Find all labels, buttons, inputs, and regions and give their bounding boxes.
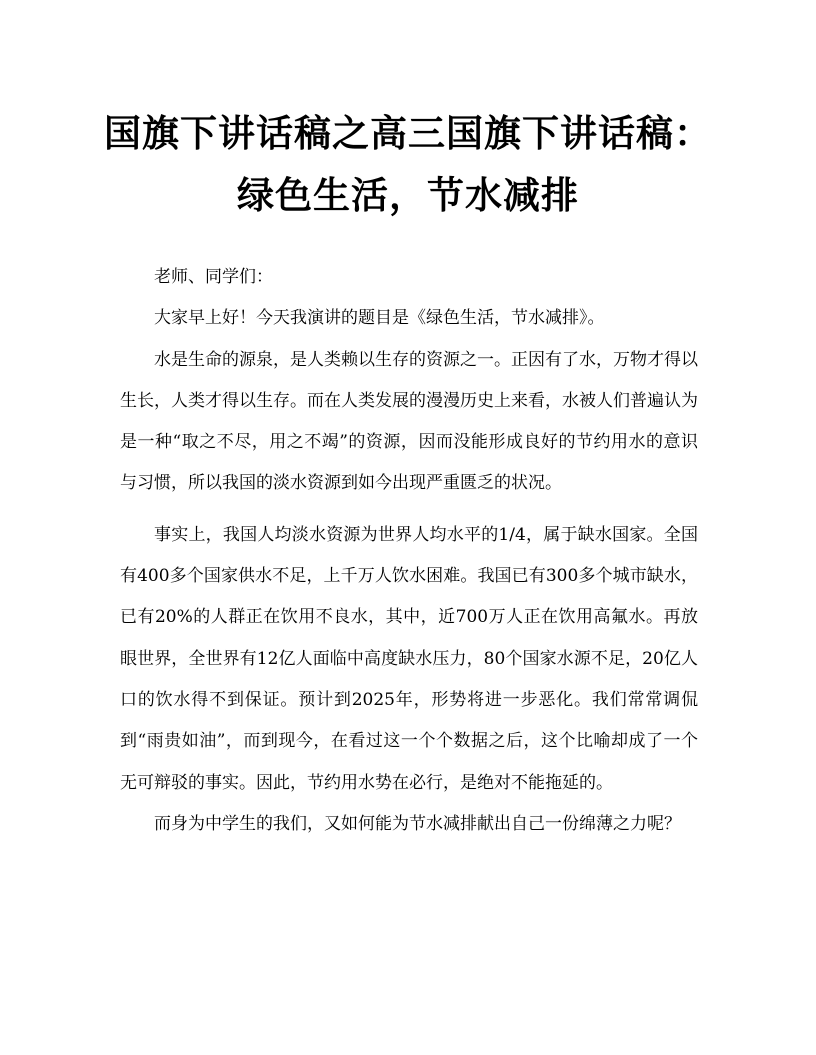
statistics-paragraph: 事实上，我国人均淡水资源为世界人均水平的1/4，属于缺水国家。全国有400多个国家供水不足，上千万人饮水困难。我国已有300多个城市缺水，已有20%的人群正在饮用不良水，其中，近700万人正在饮用高氟水。再放眼世界，全世界有12亿人面临中高度缺水压力，80个国家水源不足，20亿人口的饮水得不到保证。预计到2025年，形势将进一步恶化。我们常常调侃到“雨贵如油”，而到现今，在看过这一个个数据之后，这个比喻却成了一个无可辩驳的事实。因此，节约用水势在必行，是绝对不能拖延的。 bbox=[120, 524, 698, 793]
greeting-paragraph: 老师、同学们： bbox=[154, 267, 273, 287]
document-title: 国旗下讲话稿之高三国旗下讲话稿：绿色生活，节水减排 bbox=[104, 111, 712, 217]
question-paragraph: 而身为中学生的我们，又如何能为节水减排献出自己一份绵薄之力呢？ bbox=[154, 813, 681, 834]
water-source-paragraph: 水是生命的源泉，是人类赖以生存的资源之一。正因有了水，万物才得以生长，人类才得以生存。而在人类发展的漫漫历史上来看，水被人们普遍认为是一种“取之不尽，用之不竭”的资源，因而没能形成良好的节约用水的意识与习惯，所以我国的淡水资源到如今出现严重匮乏的状况。 bbox=[120, 349, 698, 494]
paragraph-spacer bbox=[120, 505, 698, 515]
opening-paragraph: 大家早上好！今天我演讲的题目是《绿色生活，节水减排》。 bbox=[154, 308, 605, 329]
document-body bbox=[120, 257, 698, 845]
